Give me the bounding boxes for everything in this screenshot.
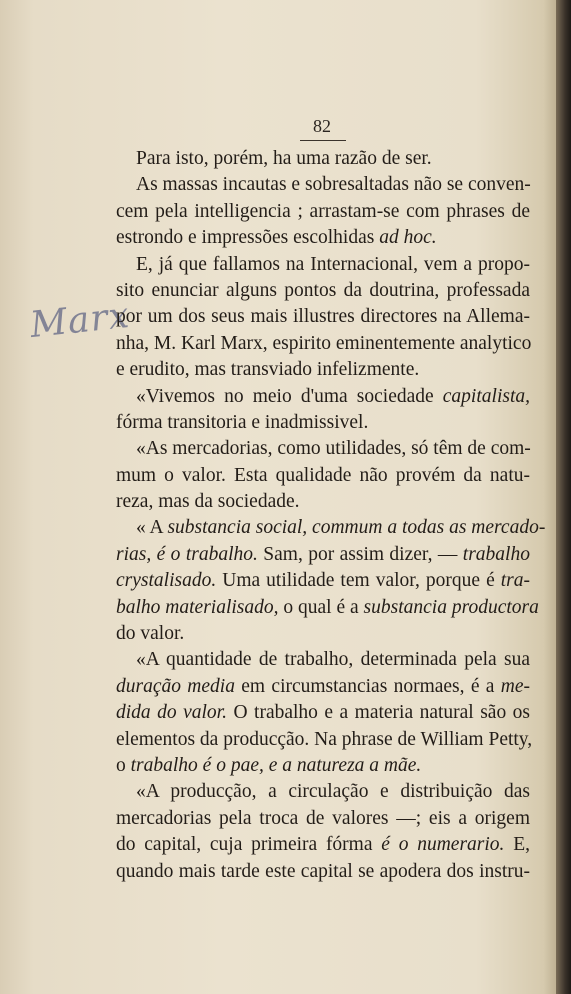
- text-line: [116, 859, 530, 885]
- italic-text-segment: tra-: [500, 570, 530, 592]
- text-line: [116, 357, 530, 383]
- text-line: [116, 727, 533, 753]
- text-line: [116, 489, 530, 515]
- italic-text-segment: me-: [500, 675, 530, 697]
- text-segment: mum o valor. Esta qualidade não provém da natu-: [116, 464, 530, 486]
- text-line: [116, 225, 530, 251]
- italic-text-segment: é o numerario.: [381, 834, 505, 856]
- italic-text-segment: capitalista,: [442, 385, 530, 407]
- text-line: [116, 779, 530, 805]
- text-segment: «A producção, a circulação e distribuição das: [136, 781, 530, 803]
- text-segment: «As mercadorias, como utilidades, só têm de com-: [136, 438, 531, 460]
- text-line: [116, 304, 530, 330]
- text-line: [116, 252, 530, 278]
- text-line: [116, 806, 530, 832]
- text-segment: «Vivemos no meio d'uma sociedade: [136, 385, 443, 407]
- text-line: [116, 542, 530, 568]
- text-segment: estrondo e impressões escolhidas: [116, 227, 380, 249]
- text-segment: por um dos seus mais illustres directores na Allema-: [116, 306, 530, 328]
- italic-text-segment: ad hoc.: [379, 227, 437, 249]
- text-segment: reza, mas da sociedade.: [116, 491, 300, 513]
- text-line: [116, 146, 530, 172]
- page-number: 82: [313, 116, 331, 136]
- text-segment: fórma transitoria e inadmissivel.: [116, 411, 369, 433]
- text-line: [116, 647, 530, 673]
- text-line: [116, 199, 530, 225]
- text-segment: em circumstancias normaes, é a: [234, 675, 501, 697]
- text-line: [116, 568, 530, 594]
- text-line: [116, 410, 530, 436]
- italic-text-segment: duração media: [116, 675, 235, 697]
- handwritten-margin-note: Marx: [28, 294, 132, 347]
- text-line: [116, 463, 530, 489]
- text-segment: sito enunciar alguns pontos da doutrina, professada: [116, 279, 530, 301]
- italic-text-segment: trabalho é o pae, e a natureza a mãe.: [130, 754, 422, 776]
- italic-text-segment: balho materialisado,: [116, 596, 279, 618]
- text-segment: E, já que fallamos na Internacional, vem a propo-: [136, 253, 530, 275]
- text-segment: Sam, por assim dizer, —: [257, 543, 463, 565]
- text-line: [116, 278, 530, 304]
- page-number-rule: [300, 140, 346, 141]
- body-text: [116, 146, 546, 885]
- text-line: [116, 172, 530, 198]
- italic-text-segment: dida do valor.: [116, 702, 227, 724]
- text-line: [116, 753, 530, 779]
- text-segment: nha, M. Karl Marx, espirito eminentemente analytico: [116, 332, 532, 354]
- text-line: [116, 331, 530, 357]
- text-segment: Para isto, porém, ha uma razão de ser.: [136, 148, 432, 169]
- text-line: [116, 595, 539, 621]
- text-segment: «A quantidade de trabalho, determinada pela sua: [136, 649, 530, 671]
- text-line: [116, 515, 546, 541]
- italic-text-segment: substancia social, commum a todas as mercado-: [167, 517, 546, 539]
- text-segment: do capital, cuja primeira fórma: [116, 834, 382, 856]
- text-segment: O trabalho e a materia natural são os: [227, 702, 531, 724]
- text-segment: Uma utilidade tem valor, porque é: [216, 570, 501, 592]
- text-segment: do valor.: [116, 623, 185, 645]
- text-segment: E,: [504, 834, 530, 856]
- text-line: [116, 384, 530, 410]
- text-segment: mercadorias pela troca de valores —; eis a origem: [116, 807, 530, 829]
- italic-text-segment: rias, é o trabalho.: [116, 543, 258, 565]
- text-segment: o: [116, 754, 131, 776]
- text-segment: quando mais tarde este capital se apodera dos instru-: [116, 860, 530, 882]
- text-segment: e erudito, mas transviado infelizmente.: [116, 359, 420, 381]
- page-edge: [556, 0, 571, 994]
- text-segment: o qual é a: [278, 596, 364, 618]
- text-segment: As massas incautas e sobresaltadas não se conven-: [136, 174, 531, 196]
- italic-text-segment: crystalisado.: [116, 570, 217, 592]
- text-segment: elementos da producção. Na phrase de William Petty,: [116, 728, 533, 750]
- text-segment: « A: [136, 517, 168, 539]
- text-line: [116, 621, 530, 647]
- text-line: [116, 832, 530, 858]
- text-line: [116, 674, 530, 700]
- italic-text-segment: trabalho: [462, 543, 530, 565]
- text-line: [116, 436, 530, 462]
- italic-text-segment: substancia productora: [363, 596, 539, 618]
- text-line: [116, 700, 530, 726]
- text-segment: cem pela intelligencia ; arrastam-se com phrases de: [116, 200, 530, 222]
